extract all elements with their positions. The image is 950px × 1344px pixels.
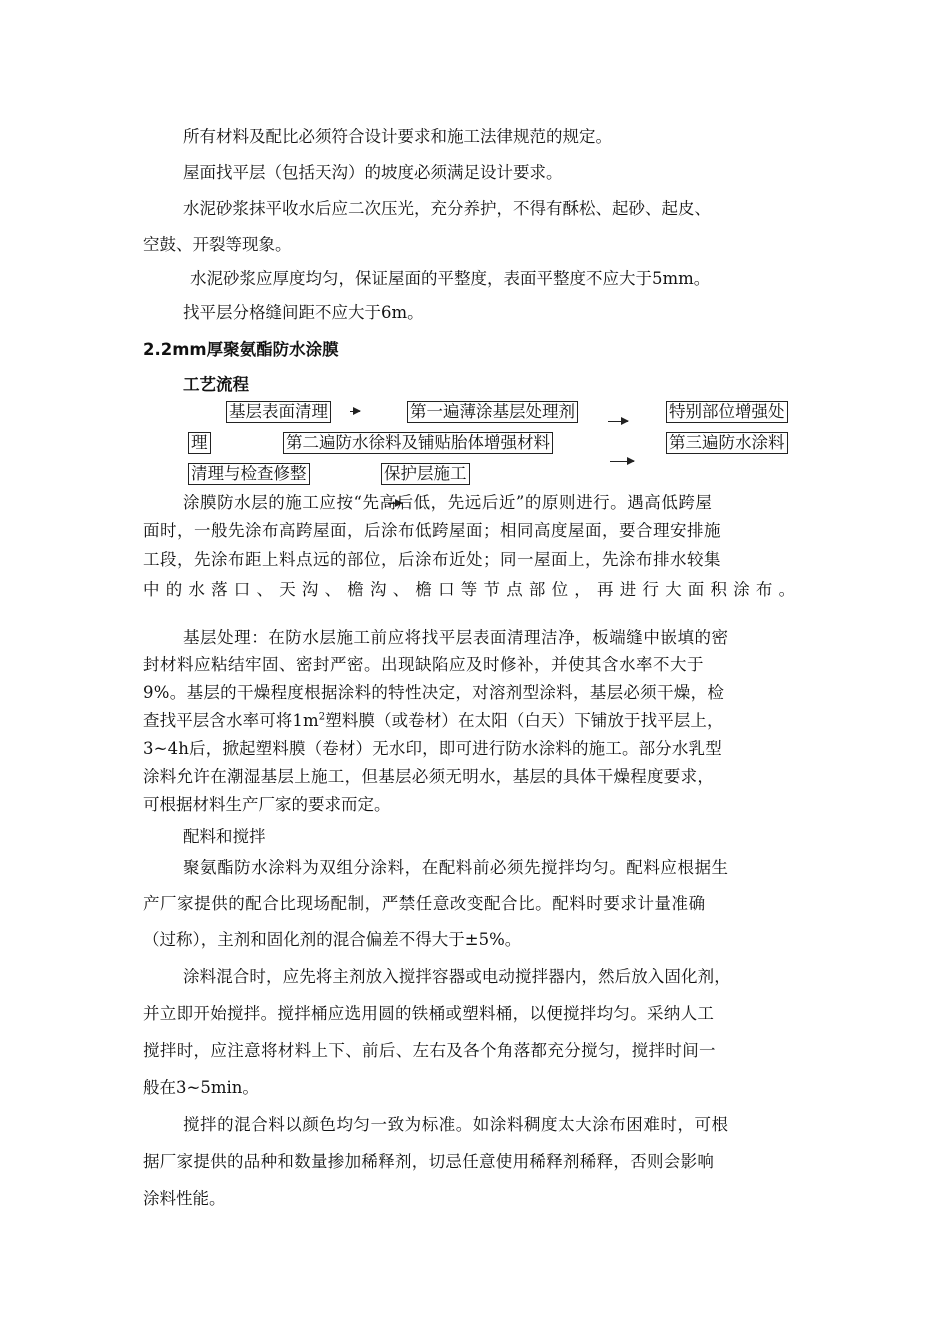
mixing-para1-line3: （过称），主剂和固化剂的混合偏差不得大于±5%。 xyxy=(143,930,522,949)
mixing-para3-line3: 涂料性能。 xyxy=(143,1189,226,1208)
flow-box-base-cleaning: 基层表面清理 xyxy=(226,401,331,423)
coating-principle-line1: 涂膜防水层的施工应按“先高后低，先远后近”的原则进行。遇高低跨屋 xyxy=(183,493,713,512)
coating-principle-line4: 中的水落口、天沟、檐沟、檐口等节点部位，再进行大面积涂布。 xyxy=(143,580,802,599)
paragraph-slope: 屋面找平层（包括天沟）的坡度必须满足设计要求。 xyxy=(183,163,563,182)
flow-box-first-primer: 第一遍薄涂基层处理剂 xyxy=(407,401,578,423)
paragraph-mortar-line1: 水泥砂浆抹平收水后应二次压光，充分养护，不得有酥松、起砂、起皮、 xyxy=(183,199,711,218)
base-treatment-line7: 可根据材料生产厂家的要求而定。 xyxy=(143,795,391,814)
base-treatment-line3: 9%。基层的干燥程度根据涂料的特性决定，对溶剂型涂料，基层必须干燥，检 xyxy=(143,683,725,702)
paragraph-mortar-line2: 空鼓、开裂等现象。 xyxy=(143,235,292,254)
flow-arrow xyxy=(610,461,634,462)
flow-box-cleanup-inspection: 清理与检查修整 xyxy=(188,463,310,485)
paragraph-thickness: 水泥砂浆应厚度均匀，保证屋面的平整度，表面平整度不应大于5mm。 xyxy=(190,269,711,288)
mixing-para2-line3: 搅拌时，应注意将材料上下、前后、左右及各个角落都充分搅匀，搅拌时间一 xyxy=(143,1041,716,1060)
base-treatment-line2: 封材料应粘结牢固、密封严密。出现缺陷应及时修补，并使其含水率不大于 xyxy=(143,655,704,674)
mixing-para3-line1: 搅拌的混合料以颜色均匀一致为标准。如涂料稠度太大涂布困难时，可根 xyxy=(183,1115,729,1134)
paragraph-joints: 找平层分格缝间距不应大于6m。 xyxy=(183,303,424,322)
mixing-para1-line2: 产厂家提供的配合比现场配制，严禁任意改变配合比。配料时要求计量准确 xyxy=(143,894,706,913)
flow-box-second-coat: 第二遍防水徐料及铺贴胎体增强材料 xyxy=(283,432,553,454)
flow-box-special-reinforcement: 特别部位增强处 xyxy=(666,401,788,423)
flow-box-protective-layer: 保护层施工 xyxy=(381,463,470,485)
base-treatment-line5: 3~4h后，掀起塑料膜（卷材）无水印，即可进行防水涂料的施工。部分水乳型 xyxy=(143,739,722,758)
flow-box-reinforcement-cont: 理 xyxy=(188,432,211,454)
base-treatment-line6: 涂料允许在潮湿基层上施工，但基层必须无明水，基层的具体干燥程度要求， xyxy=(143,767,715,786)
base-treatment-line4: 查找平层含水率可将$1m^2$塑料膜（或卷材）在太阳（白天）下铺放于找平层上， xyxy=(143,711,724,730)
paragraph-materials: 所有材料及配比必须符合设计要求和施工法律规范的规定。 xyxy=(183,127,612,146)
flow-arrow xyxy=(350,411,360,412)
base-treatment-line1: 基层处理：在防水层施工前应将找平层表面清理洁净，板端缝中嵌填的密 xyxy=(183,628,729,647)
flow-box-third-coat: 第三遍防水涂料 xyxy=(666,432,788,454)
mixing-para2-line2: 并立即开始搅拌。搅拌桶应选用圆的铁桶或塑料桶，以便搅拌均匀。采纳人工 xyxy=(143,1004,715,1023)
section-heading: 2.2mm厚聚氨酯防水涂膜 xyxy=(143,340,339,359)
coating-principle-line2: 面时，一般先涂布高跨屋面，后涂布低跨屋面；相同高度屋面，要合理安排施 xyxy=(143,521,721,540)
mixing-subheading: 配料和搅拌 xyxy=(183,827,266,846)
mixing-para3-line2: 据厂家提供的品种和数量掺加稀释剂，切忌任意使用稀释剂稀释，否则会影响 xyxy=(143,1152,715,1171)
mixing-para2-line1: 涂料混合时，应先将主剂放入搅拌容器或电动搅拌器内，然后放入固化剂， xyxy=(183,967,731,986)
mixing-para1-line1: 聚氨酯防水涂料为双组分涂料，在配料前必须先搅拌均匀。配料应根据生 xyxy=(183,858,729,877)
process-flow-heading: 工艺流程 xyxy=(183,375,249,394)
coating-principle-line3: 工段，先涂布距上料点远的部位，后涂布近处；同一屋面上，先涂布排水较集 xyxy=(143,550,721,569)
mixing-para2-line4: 般在3~5min。 xyxy=(143,1078,259,1097)
flow-arrow xyxy=(608,421,628,422)
